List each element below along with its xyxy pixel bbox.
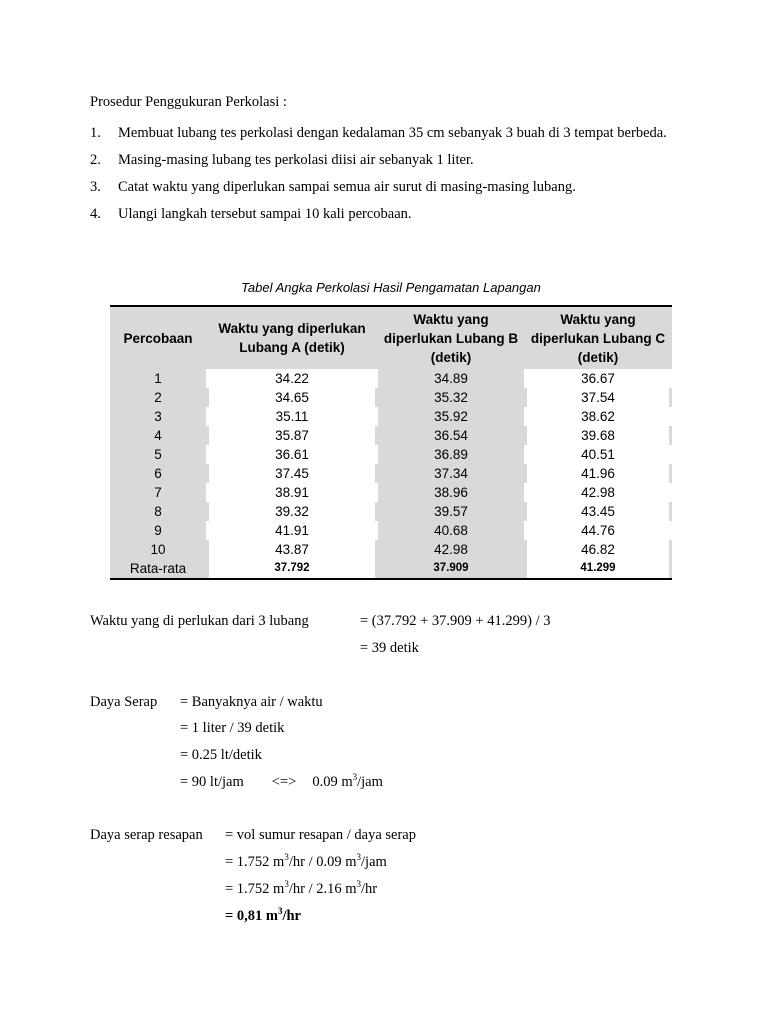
lubang-b-value: 35.92 [378,407,524,426]
step-text: Masing-masing lubang tes perkolasi diisi air sebanyak 1 liter. [118,152,474,168]
lubang-c-value: 37.54 [524,388,672,407]
trial-number: 7 [110,483,206,502]
lubang-b-value: 34.89 [378,369,524,388]
lubang-c-value: 39.68 [524,426,672,445]
lubang-a-value: 36.61 [206,445,378,464]
table-header-row [110,306,672,369]
calc-total-formula: = (37.792 + 37.909 + 41.299) / 3 [360,613,551,629]
step-text: Catat waktu yang diperlukan sampai semua air surut di masing-masing lubang. [118,179,576,195]
table-row [110,540,672,559]
table-row [110,464,672,483]
lubang-b-value: 39.57 [378,502,524,521]
lubang-a-value: 37.45 [206,464,378,483]
lubang-a-value: 39.32 [206,502,378,521]
table-row [110,388,672,407]
lubang-c-value: 44.76 [524,521,672,540]
header-lubang-b: Waktu yang diperlukan Lubang B (detik) [378,306,524,369]
header-percobaan: Percobaan [110,306,206,369]
trial-number: 9 [110,521,206,540]
trial-number: 5 [110,445,206,464]
table-row [110,483,672,502]
table-row [110,407,672,426]
resapan-line-2: = 1.752 $m^3/hr / 0.09$ $m^3$/jam [225,852,387,870]
lubang-a-value: 34.22 [206,369,378,388]
resapan-line-1: = vol sumur resapan / daya serap [225,827,416,843]
table-row [110,502,672,521]
lubang-a-value: 41.91 [206,521,378,540]
header-lubang-c: Waktu yang diperlukan Lubang C (detik) [524,306,672,369]
lubang-b-value: 38.96 [378,483,524,502]
trial-number: 10 [110,540,206,559]
daya-serap-resapan-label: Daya serap resapan [90,827,203,843]
table-row [110,445,672,464]
lubang-b-value: 36.54 [378,426,524,445]
daya-serap-line-4 [180,774,383,791]
trial-number: 1 [110,369,206,388]
table-row [110,521,672,540]
table-caption: Tabel Angka Perkolasi Hasil Pengamatan Lapangan [241,280,541,295]
calc-total-label: Waktu yang di perlukan dari 3 lubang [90,613,309,629]
equivalence-symbol: <=> [271,774,297,790]
lubang-a-value: 35.11 [206,407,378,426]
step-number: 3. [90,179,101,195]
daya-serap-m3-jam: 0.09 $m^3$/jam [312,772,383,790]
step-number: 4. [90,206,101,222]
average-row [110,559,672,579]
procedure-step [90,174,680,201]
lubang-b-value: 40.68 [378,521,524,540]
trial-number: 4 [110,426,206,445]
procedure-steps [90,120,680,228]
step-number: 1. [90,125,101,141]
average-lubang-a: 37.792 [206,559,378,579]
procedure-step [90,147,680,174]
lubang-c-value: 43.45 [524,502,672,521]
resapan-result: = 0,81 $m^3/hr$ [225,906,301,924]
average-lubang-b: 37.909 [378,559,524,579]
daya-serap-line-1: = Banyaknya air / waktu [180,694,323,710]
lubang-c-value: 36.67 [524,369,672,388]
table-row [110,369,672,388]
lubang-a-value: 35.87 [206,426,378,445]
header-lubang-a: Waktu yang diperlukan Lubang A (detik) [206,306,378,369]
table-row [110,426,672,445]
trial-number: 2 [110,388,206,407]
daya-serap-lt-jam: = 90 lt/jam [180,774,244,790]
average-label: Rata-rata [110,559,206,579]
procedure-step [90,120,680,147]
calc-total-result: = 39 detik [360,640,419,656]
lubang-c-value: 40.51 [524,445,672,464]
trial-number: 3 [110,407,206,426]
step-text: Membuat lubang tes perkolasi dengan kedalaman 35 cm sebanyak 3 buah di 3 tempat berbeda. [118,125,667,141]
resapan-line-3: = 1.752 $m^3/hr / 2.16$ $m^3/hr$ [225,879,378,897]
lubang-b-value: 36.89 [378,445,524,464]
procedure-step [90,201,680,228]
average-lubang-c: 41.299 [524,559,672,579]
procedure-heading: Prosedur Penggukuran Perkolasi : [90,94,287,110]
step-number: 2. [90,152,101,168]
daya-serap-line-3: = 0.25 lt/detik [180,747,262,763]
lubang-c-value: 41.96 [524,464,672,483]
percolation-table [110,305,672,580]
lubang-c-value: 38.62 [524,407,672,426]
trial-number: 6 [110,464,206,483]
table-body [110,369,672,579]
lubang-a-value: 38.91 [206,483,378,502]
lubang-b-value: 37.34 [378,464,524,483]
lubang-c-value: 46.82 [524,540,672,559]
lubang-b-value: 35.32 [378,388,524,407]
lubang-a-value: 34.65 [206,388,378,407]
lubang-a-value: 43.87 [206,540,378,559]
daya-serap-label: Daya Serap [90,694,158,710]
trial-number: 8 [110,502,206,521]
lubang-c-value: 42.98 [524,483,672,502]
step-text: Ulangi langkah tersebut sampai 10 kali percobaan. [118,206,412,222]
lubang-b-value: 42.98 [378,540,524,559]
daya-serap-line-2: = 1 liter / 39 detik [180,720,285,736]
